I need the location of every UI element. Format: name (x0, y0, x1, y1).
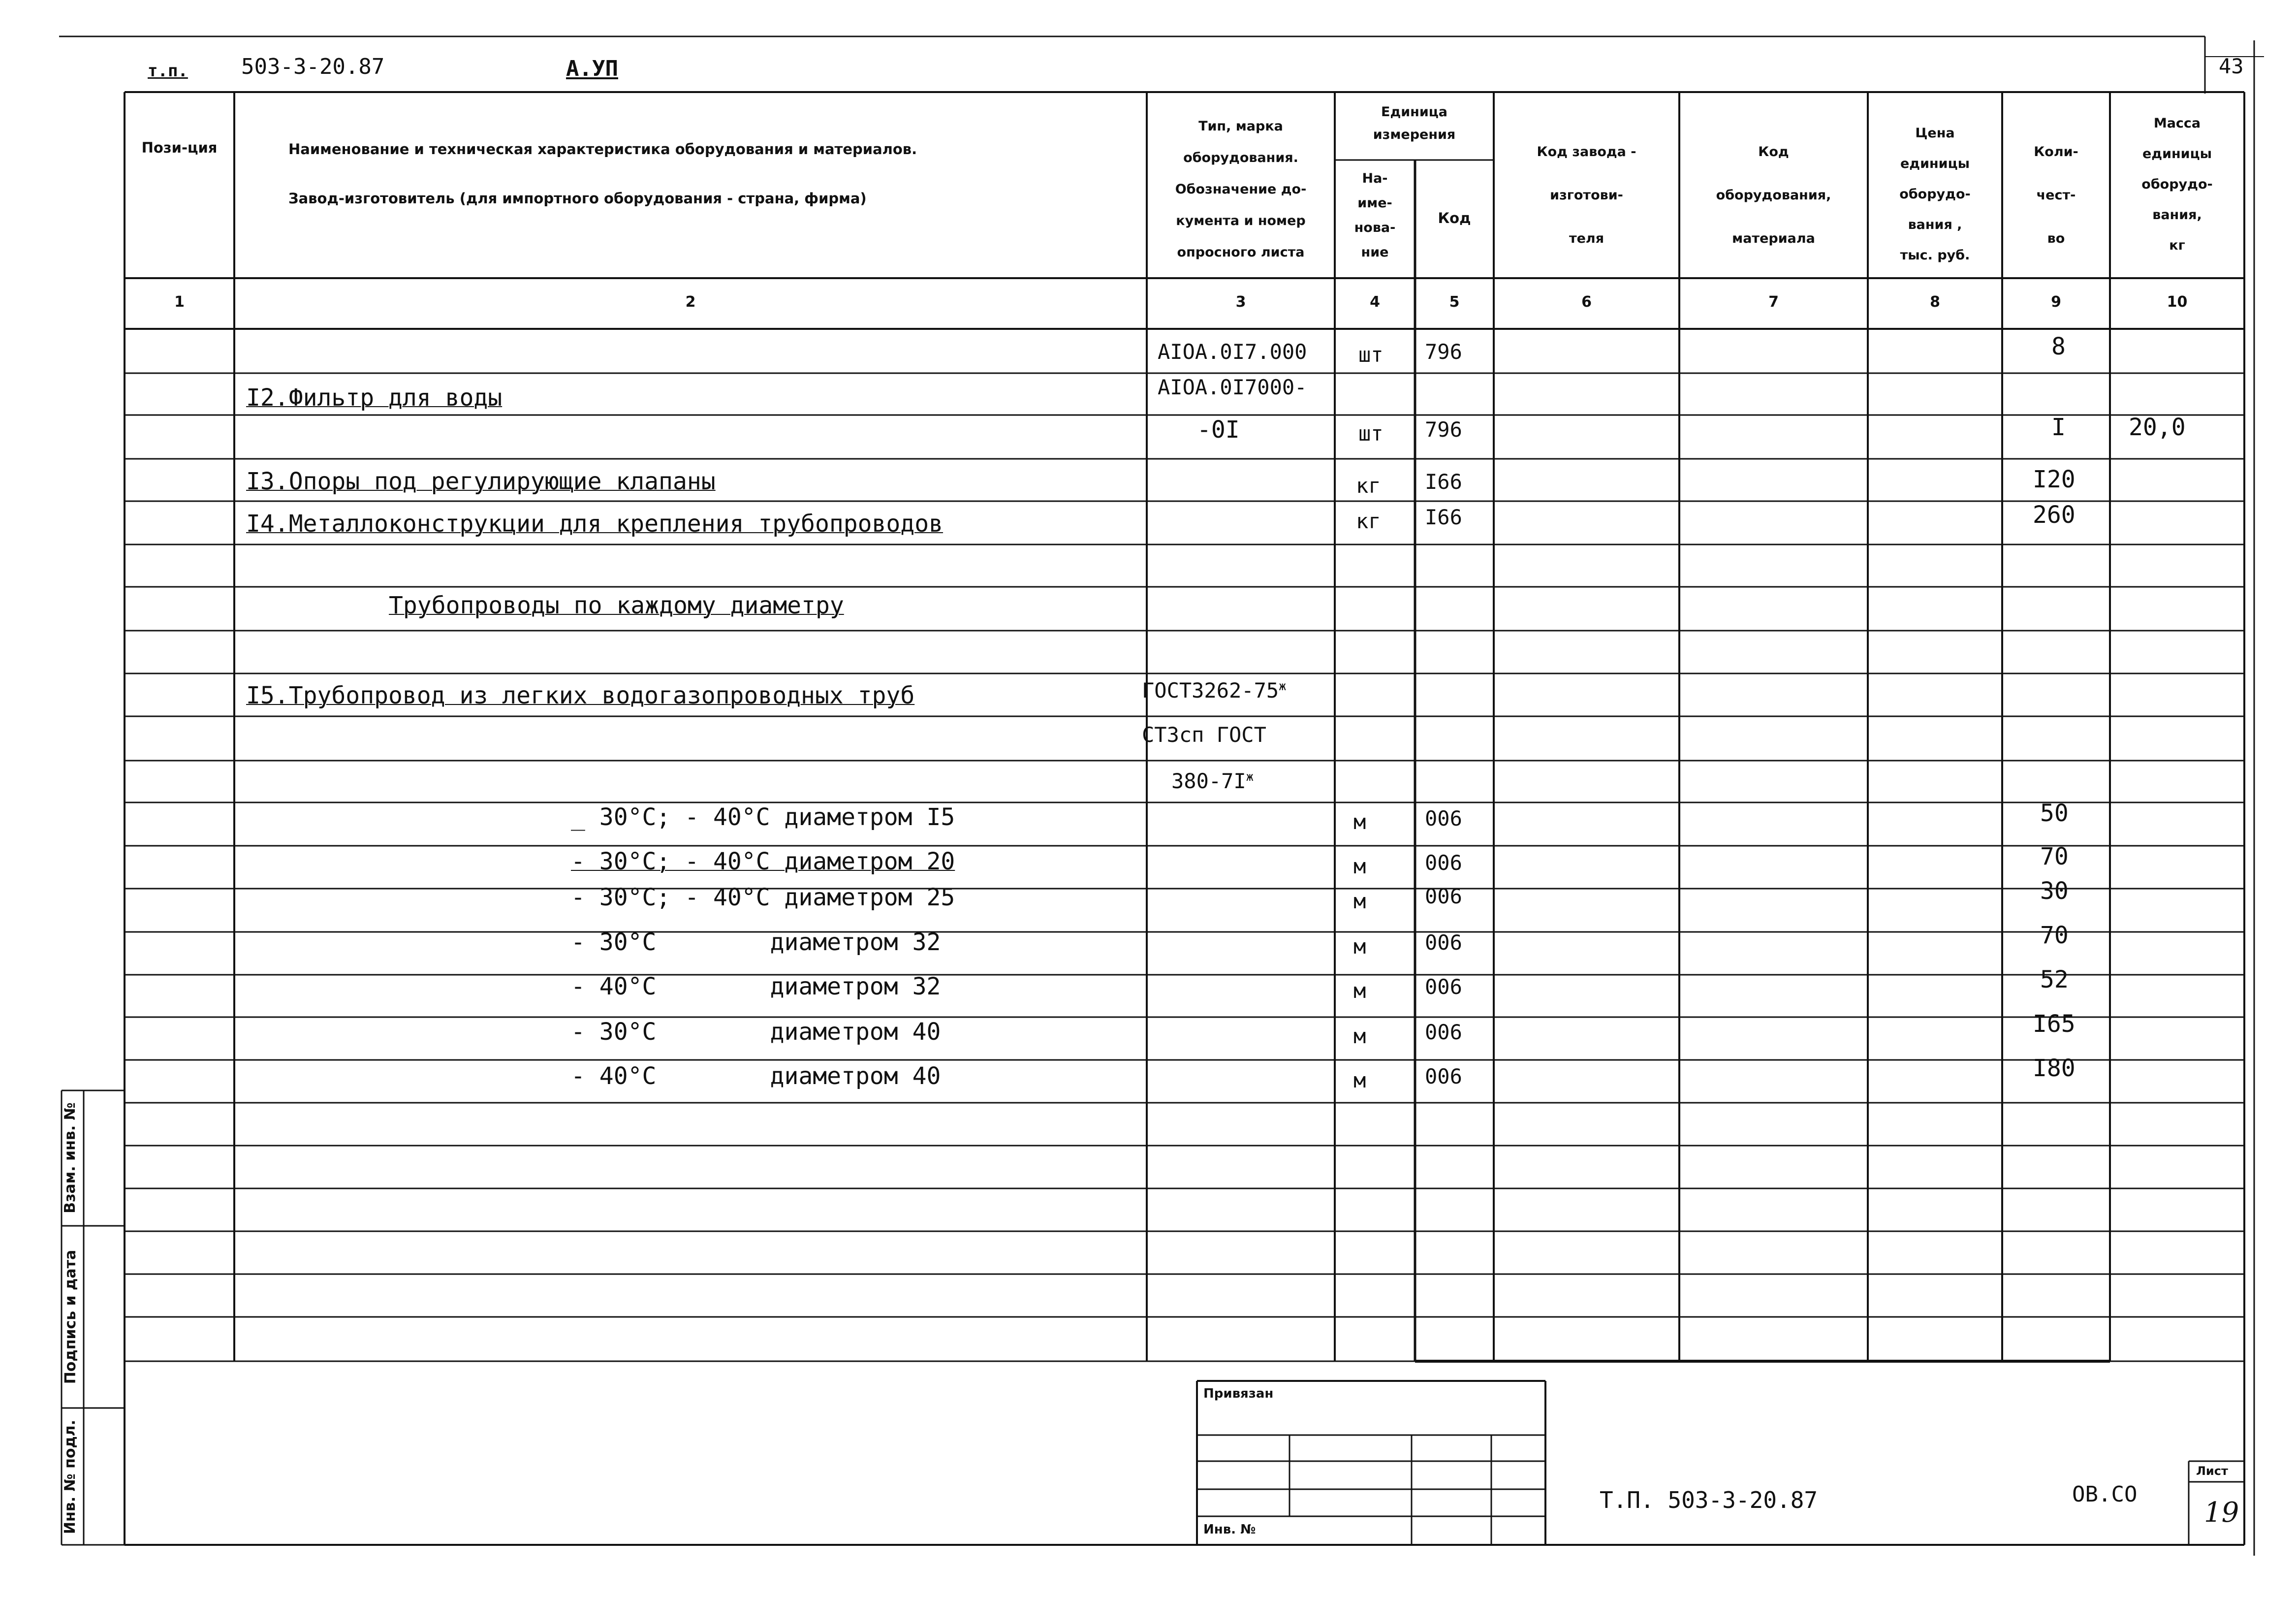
row-name: I5.Трубопровод из легких водогазопроводных труб (246, 682, 915, 709)
header-mass-line: оборудо- (2141, 177, 2213, 192)
row-type (1171, 769, 1254, 793)
row-name: I3.Опоры под регулирующие клапаны (246, 468, 716, 495)
row-quantity: 70 (2040, 922, 2069, 949)
page-number: 43 (2219, 54, 2244, 78)
row-type-text: 380-7I (1171, 769, 1246, 793)
row-quantity: I65 (2033, 1010, 2076, 1038)
header-quantity-line: во (2047, 231, 2065, 246)
row-type (1142, 678, 1286, 703)
header-unit-code: Код (1438, 210, 1471, 226)
row-quantity: 50 (2040, 800, 2069, 827)
row-code: I66 (1425, 470, 1462, 494)
row-name: - 30°С диаметром 32 (571, 928, 941, 956)
doc-prefix: т.п. (148, 61, 188, 81)
row-name: I2.Фильтр для воды (246, 384, 503, 412)
side-label-podpis: Подпись и дата (62, 1249, 79, 1384)
row-name: - 30°С; - 40°С диаметром 25 (571, 884, 955, 911)
row-quantity: 8 (2051, 333, 2066, 360)
header-mass-line: единицы (2142, 146, 2212, 161)
header-quantity-line: чест- (2036, 188, 2076, 203)
stamp-list-label: Лист (2196, 1464, 2228, 1478)
header-name-line2: Завод-изготовитель (для импортного оборудования - страна, фирма) (288, 190, 867, 207)
header-price-line: оборудо- (1899, 187, 1971, 202)
row-quantity: 70 (2040, 843, 2069, 870)
row-code: 006 (1425, 851, 1462, 875)
row-name: - 30°С; - 40°С диаметром 20 (571, 848, 955, 875)
stamp-privyazan: Привязан (1203, 1386, 1274, 1401)
row-code: 006 (1425, 930, 1462, 955)
row-code: 006 (1425, 884, 1462, 908)
row-mass: 20,0 (2129, 414, 2186, 441)
row-code: 006 (1425, 975, 1462, 999)
row-quantity: 52 (2040, 966, 2069, 993)
row-unit: м (1353, 1068, 1366, 1092)
header-mass-line: Масса (2153, 116, 2201, 131)
header-unit-name (1335, 166, 1415, 265)
header-factory-line: изготови- (1550, 188, 1623, 203)
row-unit: кг (1356, 474, 1381, 498)
row-name: I4.Металлоконструкции для крепления трубопроводов (246, 510, 944, 538)
row-code: 006 (1425, 1020, 1462, 1044)
header-unit-name-line: нова- (1354, 220, 1396, 235)
row-type-mark: ж (1279, 679, 1287, 693)
row-quantity: 30 (2040, 877, 2069, 905)
stamp-inv-no: Инв. № (1203, 1522, 1256, 1537)
column-number: 4 (1370, 293, 1380, 311)
row-unit: м (1353, 934, 1366, 959)
header-position: Пози-ция (141, 139, 218, 156)
row-unit: м (1353, 1024, 1366, 1048)
column-number: 3 (1235, 293, 1246, 311)
row-quantity: I20 (2033, 466, 2076, 493)
stamp-list-value: 19 (2204, 1497, 2239, 1529)
column-number: 2 (685, 293, 696, 311)
row-code: 796 (1425, 417, 1462, 442)
column-number: 7 (1768, 293, 1779, 311)
row-type: АIОА.0I7.000 (1158, 340, 1307, 364)
row-name: - 40°С диаметром 32 (571, 973, 941, 1000)
header-mass-line: вания, (2152, 207, 2202, 223)
header-price-line: Цена (1915, 126, 1955, 141)
row-quantity: I80 (2033, 1055, 2076, 1082)
column-number: 8 (1930, 293, 1940, 311)
row-unit: шт (1358, 343, 1384, 367)
row-unit: кг (1356, 509, 1381, 533)
header-price-line: тыс. руб. (1900, 248, 1970, 263)
header-type-line: оборудования. (1183, 150, 1298, 165)
album-label: А.УП (566, 56, 618, 81)
column-number: 1 (174, 293, 185, 311)
header-mass-line: кг (2169, 238, 2185, 253)
header-factory-code (1494, 130, 1679, 260)
header-equipment-line: материала (1732, 231, 1815, 246)
row-type-text: ГОСТ3262-75 (1142, 678, 1279, 703)
header-type-line: опросного листа (1177, 245, 1305, 260)
header-type-line: кумента и номер (1176, 213, 1306, 228)
stamp-code: ОВ.СО (2072, 1482, 2138, 1507)
column-number: 10 (2167, 293, 2188, 311)
row-quantity: I (2051, 414, 2066, 441)
row-unit: м (1353, 854, 1366, 878)
header-equipment-line: Код (1758, 144, 1789, 160)
header-type (1147, 111, 1335, 268)
row-name: - 40°С диаметром 40 (571, 1062, 941, 1090)
header-unit-name-line: На- (1362, 171, 1388, 186)
column-number: 9 (2051, 293, 2061, 311)
doc-number: 503-3-20.87 (241, 54, 385, 79)
row-code: I66 (1425, 505, 1462, 529)
header-factory-line: теля (1569, 231, 1604, 246)
row-code: 006 (1425, 806, 1462, 831)
stamp-doc-number: Т.П. 503-3-20.87 (1600, 1487, 1818, 1513)
row-name: - 30°С диаметром 40 (571, 1018, 941, 1046)
row-type: СТ3сп ГОСТ (1142, 723, 1266, 747)
side-label-vzam: Взам. инв. № (62, 1102, 79, 1214)
header-equipment-line: оборудования, (1716, 188, 1831, 203)
row-name: _ 30°С; - 40°С диаметром I5 (571, 803, 955, 831)
header-equipment-code (1679, 130, 1868, 260)
header-price-line: вания , (1908, 217, 1962, 232)
header-price (1868, 118, 2002, 271)
row-type: АIОА.0I7000- (1158, 375, 1307, 399)
header-mass (2110, 108, 2244, 261)
header-unit-name-line: ние (1361, 245, 1389, 260)
row-code: 006 (1425, 1064, 1462, 1088)
row-unit: м (1353, 810, 1366, 834)
header-unit-group: Единица измерения (1373, 104, 1456, 142)
row-unit: м (1353, 889, 1366, 913)
header-quantity-line: Коли- (2034, 144, 2078, 160)
row-quantity: 260 (2033, 501, 2076, 529)
header-quantity (2002, 130, 2110, 260)
row-unit: шт (1358, 421, 1384, 446)
row-type-mark: ж (1246, 769, 1254, 784)
header-type-line: Обозначение до- (1175, 182, 1307, 197)
row-unit: м (1353, 979, 1366, 1003)
row-type: -0I (1197, 416, 1240, 444)
header-type-line: Тип, марка (1198, 119, 1283, 134)
section-heading: Трубопроводы по каждому диаметру (389, 592, 844, 619)
header-factory-line: Код завода - (1537, 144, 1636, 160)
column-number: 5 (1449, 293, 1460, 311)
side-label-inv: Инв. № подл. (62, 1419, 79, 1535)
header-unit-name-line: име- (1357, 195, 1392, 211)
header-price-line: единицы (1900, 156, 1970, 171)
column-number: 6 (1581, 293, 1592, 311)
header-name-line1: Наименование и техническая характеристика оборудования и материалов. (288, 141, 917, 158)
row-code: 796 (1425, 340, 1462, 364)
